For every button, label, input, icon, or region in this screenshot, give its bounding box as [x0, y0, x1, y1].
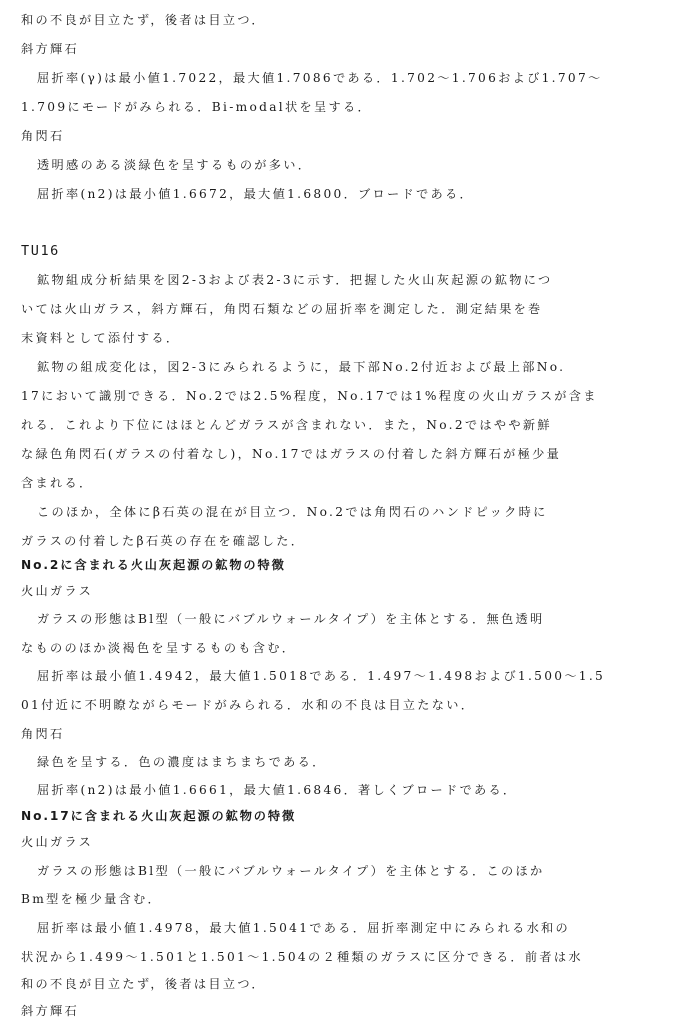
text-line: 和の不良が目立たず，後者は目立つ． — [21, 977, 266, 991]
text-line: 含まれる． — [21, 476, 94, 490]
text-line: 和の不良が目立たず，後者は目立つ． — [21, 13, 266, 27]
text-line: なもののほか淡褐色を呈するものも含む． — [21, 641, 297, 655]
text-line: ガラスの形態はBl型（一般にバブルウォールタイプ）を主体とする．このほか — [37, 864, 545, 878]
text-line: 01付近に不明瞭ながらモードがみられる．水和の不良は目立たない． — [21, 698, 476, 712]
subheading-amphibole: 角閃石 — [21, 727, 65, 741]
text-line: な緑色角閃石(ガラスの付着なし)，No.17ではガラスの付着した斜方輝石が極少量 — [21, 447, 562, 461]
text-line: いては火山ガラス，斜方輝石，角閃石類などの屈折率を測定した．測定結果を巻 — [21, 302, 543, 316]
subheading-orthopyroxene: 斜方輝石 — [21, 1004, 79, 1018]
text-line: 屈折率は最小値1.4978，最大値1.5041である．屈折率測定中にみられる水和の — [37, 921, 571, 935]
text-line: このほか，全体にβ石英の混在が目立つ．No.2では角閃石のハンドピック時に — [37, 505, 548, 519]
text-line: 緑色を呈する．色の濃度はまちまちである． — [37, 755, 327, 769]
heading-no17-minerals: No.17に含まれる火山灰起源の鉱物の特徴 — [21, 809, 297, 823]
subheading-amphibole: 角閃石 — [21, 129, 65, 143]
text-line: 状況から1.499～1.501と1.501～1.504の２種類のガラスに区分できる．前者は水 — [21, 950, 583, 964]
text-line: 透明感のある淡緑色を呈するものが多い． — [37, 158, 313, 172]
text-line: 末資料として添付する． — [21, 331, 181, 345]
text-line: 1.709にモードがみられる．Bi-modal状を呈する． — [21, 100, 372, 114]
text-line: ガラスの形態はBl型（一般にバブルウォールタイプ）を主体とする．無色透明 — [37, 612, 545, 626]
subheading-orthopyroxene: 斜方輝石 — [21, 42, 79, 56]
text-line: 鉱物組成分析結果を図2-3および表2-3に示す．把握した火山灰起源の鉱物につ — [37, 273, 553, 287]
subheading-volcanic-glass: 火山ガラス — [21, 835, 94, 849]
heading-no2-minerals: No.2に含まれる火山灰起源の鉱物の特徴 — [21, 558, 286, 572]
section-title-tu16: TU16 — [21, 243, 60, 259]
text-line: 屈折率(n2)は最小値1.6672，最大値1.6800．ブロードである． — [37, 187, 474, 201]
text-line: れる．これより下位にはほとんどガラスが含まれない．また，No.2ではやや新鮮 — [21, 418, 552, 432]
subheading-volcanic-glass: 火山ガラス — [21, 584, 94, 598]
text-line: 鉱物の組成変化は，図2-3にみられるように，最下部No.2付近および最上部No. — [37, 360, 566, 374]
text-line: ガラスの付着したβ石英の存在を確認した． — [21, 534, 306, 548]
text-line: 屈折率(n2)は最小値1.6661，最大値1.6846．著しくブロードである． — [37, 783, 518, 797]
text-line: 屈折率(γ)は最小値1.7022，最大値1.7086である．1.702～1.706および1.707～ — [37, 71, 603, 85]
text-line: 屈折率は最小値1.4942，最大値1.5018である．1.497～1.498および1.500～1.5 — [37, 669, 606, 683]
text-line: 17において識別できる．No.2では2.5%程度，No.17では1%程度の火山ガラスが含ま — [21, 389, 598, 403]
text-line: Bm型を極少量含む． — [21, 892, 163, 906]
